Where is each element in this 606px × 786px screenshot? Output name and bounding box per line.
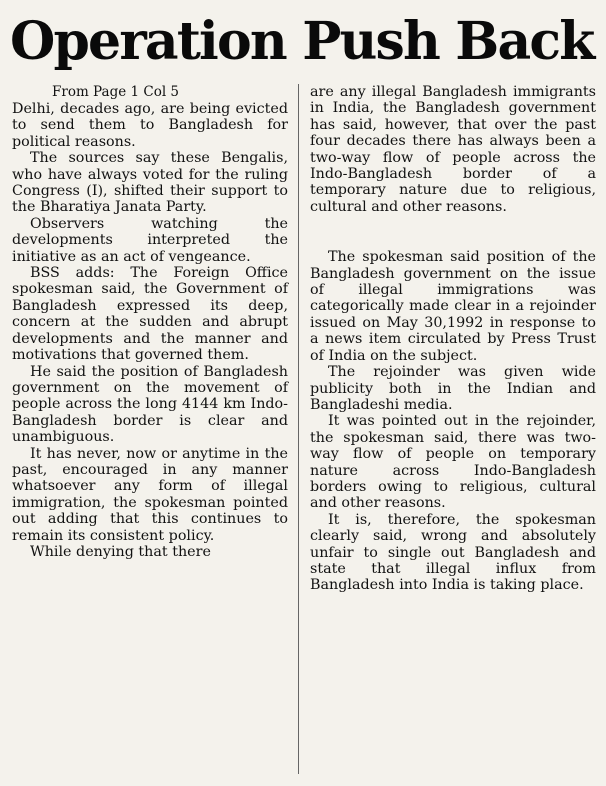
paragraph: BSS adds: The Foreign Office spokesman said, the Government of Bangladesh expressed its deep, concern at the sudden and abrupt developments and the manner and motivations that governed them. [12, 265, 288, 364]
byline: From Page 1 Col 5 [52, 84, 180, 100]
right-column [310, 84, 596, 594]
paragraph: Observers watching the developments interpreted the initiative as an act of vengeance. [12, 215, 288, 265]
paragraph: The sources say these Bengalis, who have always voted for the ruling Congress (I), shifted their support to the Bharatiya Janata Party. [12, 150, 288, 216]
paragraph: Delhi, decades ago, are being evicted to send them to Bangladesh for political reasons. [12, 101, 288, 150]
headline: Operation Push Back [10, 11, 594, 72]
paragraph: While denying that there [30, 543, 211, 560]
paragraph: He said the position of Bangladesh government on the movement of people across the long 4144 km Indo-Bangladesh border is clear and unambiguous. [12, 363, 288, 446]
column-divider [298, 84, 299, 774]
paragraph: It has never, now or anytime in the past, encouraged in any manner whatsoever any form of illegal immigration, the spokesman pointed out adding that this continues to remain its consistent policy. [12, 445, 288, 544]
paragraph: are any illegal Bangladesh immigrants in India, the Bangladesh government has said, however, that over the past four decades there has always been a two-way flow of people across the Indo-Bangladesh border of a temporary nature due to religious, cultural and other reasons. [310, 84, 596, 215]
paragraph: It is, therefore, the spokesman clearly said, wrong and absolutely unfair to single out Bangladesh and state that illegal influx from Bangladesh into India is taking place. [310, 511, 596, 594]
paragraph: It was pointed out in the rejoinder, the spokesman said, there was two-way flow of people on temporary nature across Indo-Bangladesh borders owing to religious, cultural and other reasons. [310, 413, 596, 512]
left-column [12, 84, 288, 560]
paragraph: The spokesman said position of the Bangladesh government on the issue of illegal immigrations was categorically made clear in a rejoinder issued on May 30,1992 in response to a news item circulated by Press Trust of India on the subject. [310, 249, 596, 364]
paragraph: The rejoinder was given wide publicity both in the Indian and Bangladeshi media. [310, 364, 596, 413]
